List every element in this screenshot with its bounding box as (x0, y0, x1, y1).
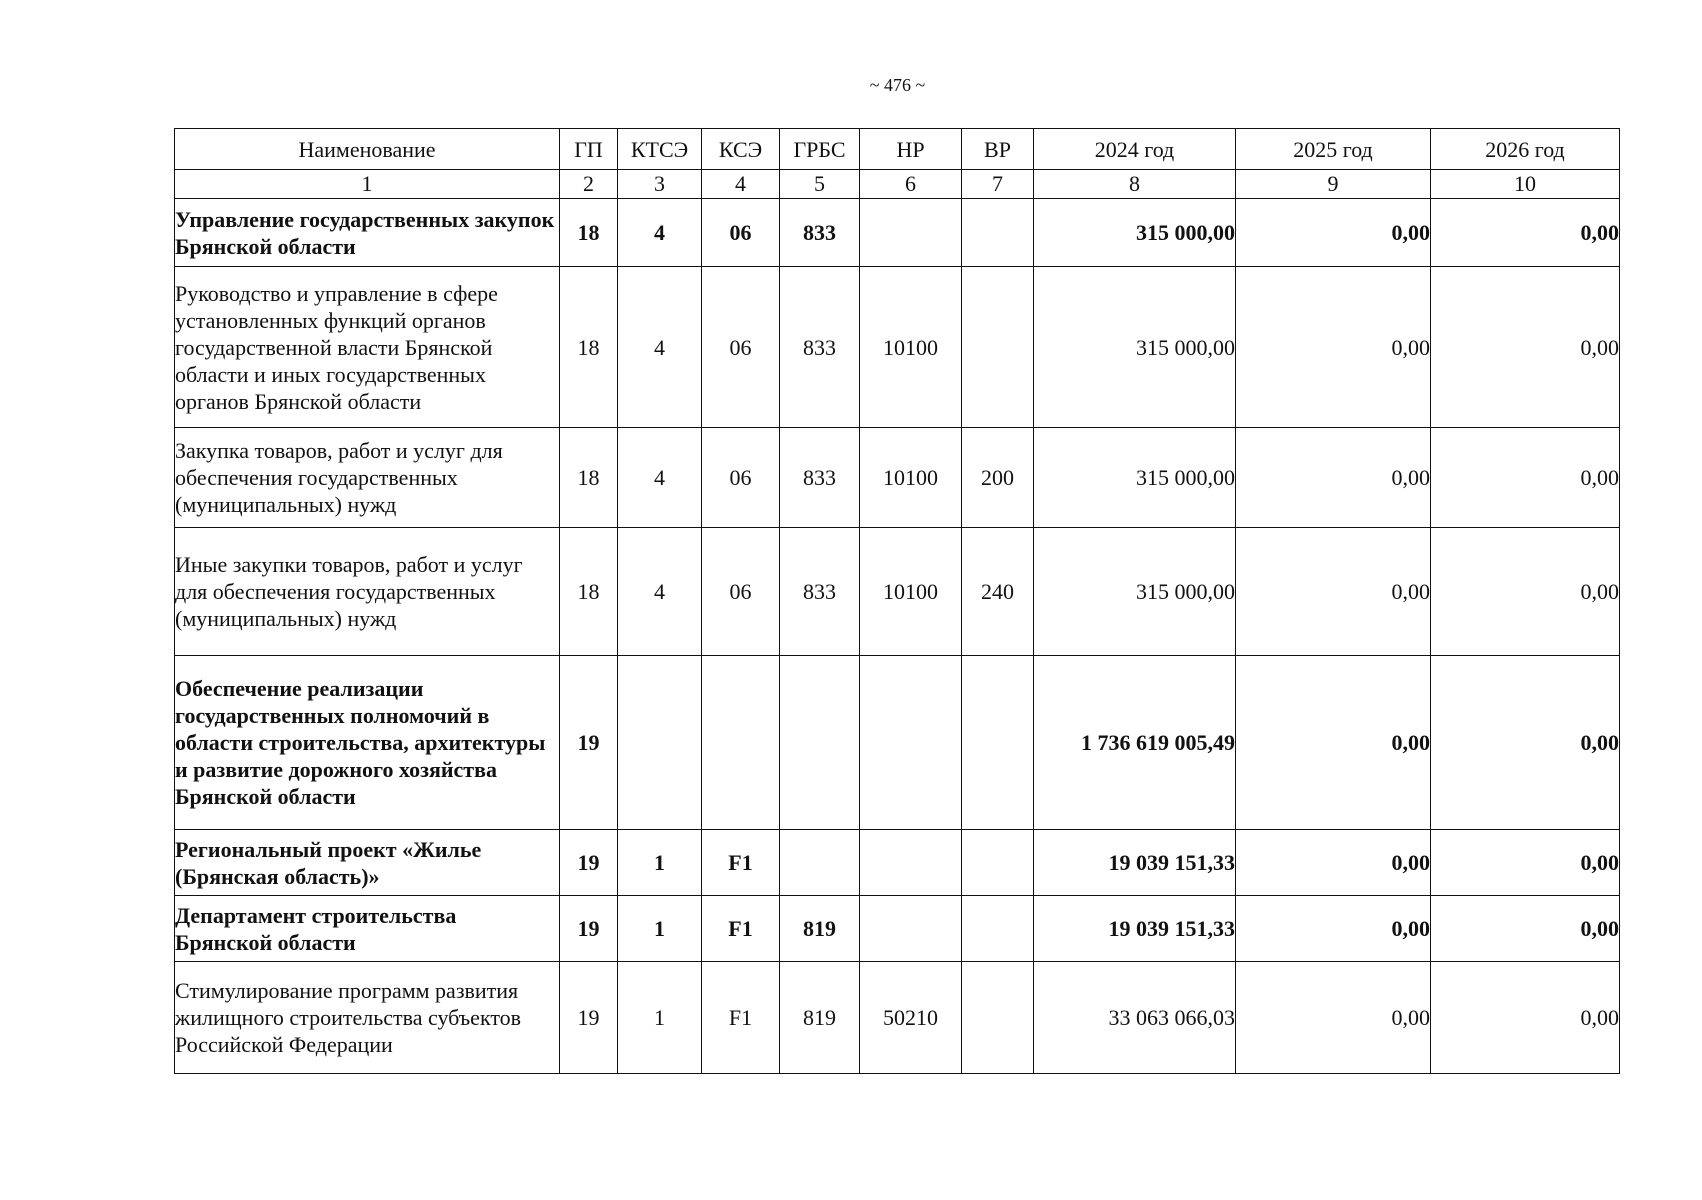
cell-grbs: 833 (780, 428, 860, 528)
row-name: Руководство и управление в сфере установленных функций органов государственной власти Брянской области и иных государственных органов Брянской области (175, 267, 560, 428)
cell-nr: 10100 (860, 428, 962, 528)
cell-vr (962, 267, 1034, 428)
table-row (175, 267, 1620, 428)
cell-gp: 19 (560, 656, 618, 830)
cell-grbs (780, 656, 860, 830)
cell-vr: 240 (962, 528, 1034, 656)
cell-2025: 0,00 (1236, 199, 1431, 267)
table-row (175, 830, 1620, 896)
cell-kse: 06 (702, 528, 780, 656)
cell-gp: 18 (560, 528, 618, 656)
cell-kse: 06 (702, 428, 780, 528)
cell-vr (962, 830, 1034, 896)
cell-grbs: 833 (780, 528, 860, 656)
column-number: 9 (1236, 170, 1431, 199)
column-number: 5 (780, 170, 860, 199)
column-number: 4 (702, 170, 780, 199)
table-row (175, 528, 1620, 656)
column-number: 1 (175, 170, 560, 199)
cell-nr (860, 896, 962, 962)
cell-gp: 19 (560, 962, 618, 1074)
table-row (175, 199, 1620, 267)
cell-kse: F1 (702, 962, 780, 1074)
cell-gp: 18 (560, 199, 618, 267)
cell-ktse: 4 (618, 199, 702, 267)
row-name: Закупка товаров, работ и услуг для обеспечения государственных (муниципальных) нужд (175, 428, 560, 528)
cell-2024: 315 000,00 (1034, 199, 1236, 267)
cell-2024: 33 063 066,03 (1034, 962, 1236, 1074)
cell-2026: 0,00 (1431, 830, 1620, 896)
cell-2026: 0,00 (1431, 267, 1620, 428)
cell-2025: 0,00 (1236, 896, 1431, 962)
cell-kse: F1 (702, 830, 780, 896)
header-gp: ГП (560, 129, 618, 170)
cell-2024: 19 039 151,33 (1034, 830, 1236, 896)
cell-ktse: 1 (618, 962, 702, 1074)
cell-2025: 0,00 (1236, 656, 1431, 830)
cell-2026: 0,00 (1431, 656, 1620, 830)
row-name: Региональный проект «Жилье (Брянская область)» (175, 830, 560, 896)
column-number: 10 (1431, 170, 1620, 199)
cell-grbs: 833 (780, 199, 860, 267)
column-number: 8 (1034, 170, 1236, 199)
table-row (175, 656, 1620, 830)
cell-2024: 315 000,00 (1034, 528, 1236, 656)
header-2025: 2025 год (1236, 129, 1431, 170)
cell-2024: 315 000,00 (1034, 267, 1236, 428)
cell-2026: 0,00 (1431, 528, 1620, 656)
cell-nr: 10100 (860, 267, 962, 428)
cell-2024: 315 000,00 (1034, 428, 1236, 528)
cell-nr (860, 830, 962, 896)
cell-nr: 10100 (860, 528, 962, 656)
row-name: Обеспечение реализации государственных полномочий в области строительства, архитектуры и развитие дорожного хозяйства Брянской области (175, 656, 560, 830)
column-number-row (175, 170, 1620, 199)
cell-ktse: 1 (618, 830, 702, 896)
cell-vr (962, 199, 1034, 267)
header-grbs: ГРБС (780, 129, 860, 170)
cell-2025: 0,00 (1236, 962, 1431, 1074)
cell-nr (860, 656, 962, 830)
header-nr: НР (860, 129, 962, 170)
cell-2026: 0,00 (1431, 199, 1620, 267)
cell-2025: 0,00 (1236, 528, 1431, 656)
column-number: 2 (560, 170, 618, 199)
cell-grbs (780, 830, 860, 896)
cell-gp: 18 (560, 267, 618, 428)
header-ktse: КТСЭ (618, 129, 702, 170)
cell-kse: 06 (702, 199, 780, 267)
header-vr: ВР (962, 129, 1034, 170)
column-number: 7 (962, 170, 1034, 199)
cell-kse: F1 (702, 896, 780, 962)
cell-ktse (618, 656, 702, 830)
row-name: Управление государственных закупок Брянской области (175, 199, 560, 267)
cell-2025: 0,00 (1236, 830, 1431, 896)
cell-ktse: 4 (618, 428, 702, 528)
cell-2025: 0,00 (1236, 428, 1431, 528)
cell-gp: 19 (560, 830, 618, 896)
cell-ktse: 4 (618, 267, 702, 428)
cell-2026: 0,00 (1431, 428, 1620, 528)
budget-table (174, 128, 1620, 1074)
cell-vr (962, 896, 1034, 962)
table-row (175, 962, 1620, 1074)
cell-gp: 18 (560, 428, 618, 528)
cell-vr: 200 (962, 428, 1034, 528)
cell-kse (702, 656, 780, 830)
cell-grbs: 819 (780, 962, 860, 1074)
cell-gp: 19 (560, 896, 618, 962)
cell-nr (860, 199, 962, 267)
cell-ktse: 4 (618, 528, 702, 656)
column-number: 6 (860, 170, 962, 199)
row-name: Департамент строительства Брянской области (175, 896, 560, 962)
row-name: Иные закупки товаров, работ и услуг для обеспечения государственных (муниципальных) нужд (175, 528, 560, 656)
row-name: Стимулирование программ развития жилищного строительства субъектов Российской Федерации (175, 962, 560, 1074)
cell-2024: 1 736 619 005,49 (1034, 656, 1236, 830)
header-2026: 2026 год (1431, 129, 1620, 170)
cell-nr: 50210 (860, 962, 962, 1074)
cell-kse: 06 (702, 267, 780, 428)
column-number: 3 (618, 170, 702, 199)
table-row (175, 428, 1620, 528)
cell-2026: 0,00 (1431, 962, 1620, 1074)
header-row (175, 129, 1620, 170)
cell-2024: 19 039 151,33 (1034, 896, 1236, 962)
header-2024: 2024 год (1034, 129, 1236, 170)
cell-ktse: 1 (618, 896, 702, 962)
cell-2025: 0,00 (1236, 267, 1431, 428)
cell-2026: 0,00 (1431, 896, 1620, 962)
cell-vr (962, 962, 1034, 1074)
header-kse: КСЭ (702, 129, 780, 170)
page-number: ~ 476 ~ (869, 75, 926, 95)
cell-grbs: 819 (780, 896, 860, 962)
header-name: Наименование (175, 129, 560, 170)
table-row (175, 896, 1620, 962)
cell-grbs: 833 (780, 267, 860, 428)
cell-vr (962, 656, 1034, 830)
